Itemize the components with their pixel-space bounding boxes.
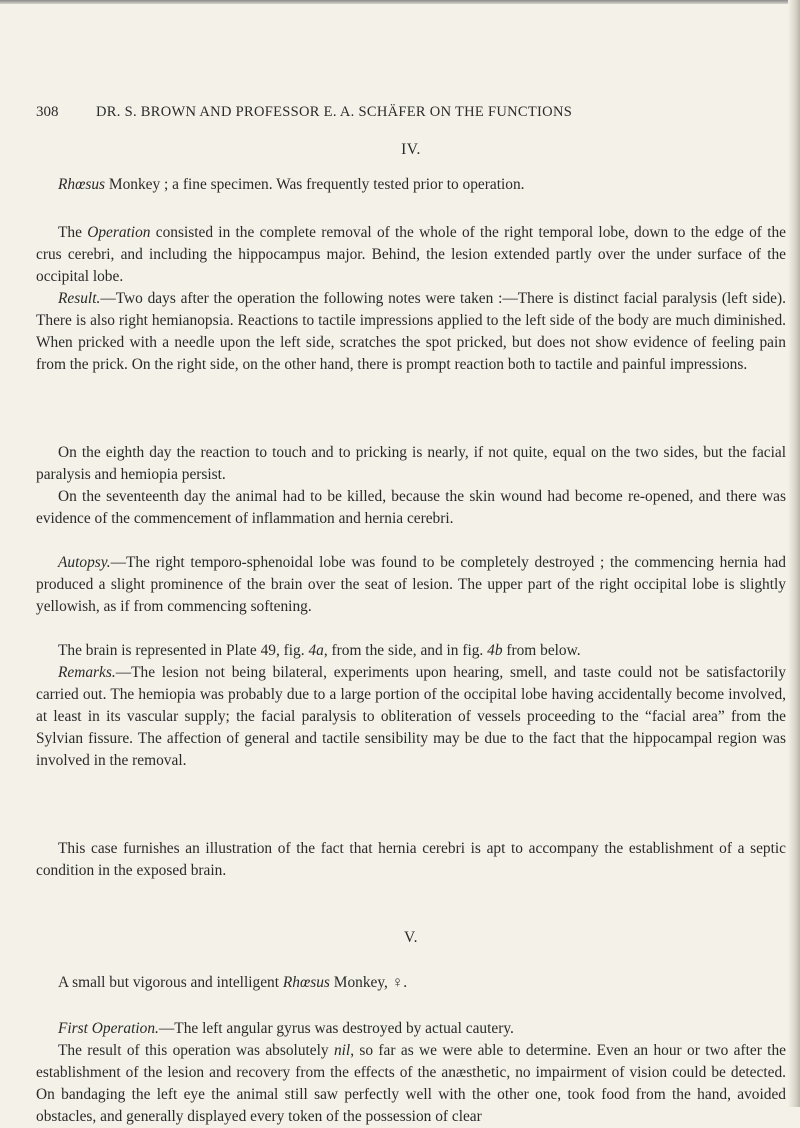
paragraph-result [36, 288, 786, 376]
section-heading-v: V. [403, 929, 419, 946]
operation-text: consisted in the complete removal of the whole of the right temporal lobe, down to the edge of the crus cerebri, and including the hippocampus major. Behind, the lesion extended partly over the under surface of the occipital lobe. [36, 224, 786, 286]
remarks-label: Remarks. [58, 664, 116, 681]
page-number: 308 [36, 104, 59, 120]
v-result-text: , so far as we were able to determine. Even an hour or two after the establishment of the lesion and recovery from the effects of the anæsthetic, no impairment of vision could be detected. On bandaging the left eye the animal still saw perfectly well with the other one, took food from the hand, avoided obstacles, and generally displayed every token of the possession of clear [36, 1042, 786, 1126]
page-top-edge [0, 0, 800, 4]
result-text: —Two days after the operation the following notes were taken :—There is distinct facial paralysis (left side). There is also right hemianopsia. Reactions to tactile impressions applied to the left side of the body are much diminished. When pricked with a needle upon the left side, scratches the spot pricked, but does not show evidence of feeling pain from the prick. On the right side, on the other hand, there is prompt reaction both to tactile and painful impressions. [36, 290, 786, 374]
plate-post: from below. [502, 642, 581, 659]
operation-pre: The [58, 224, 88, 241]
paragraph-case-note: This case furnishes an illustration of the fact that hernia cerebri is apt to accompany the establishment of a septic condition in the exposed brain. [36, 840, 786, 880]
paragraph-autopsy [36, 552, 786, 618]
plate-pre: The brain is represented in Plate 49, fig. [58, 642, 309, 659]
result-label: Result. [58, 290, 101, 307]
operation-label: Operation [87, 224, 151, 241]
paragraph-eighth-day: On the eighth day the reaction to touch and to pricking is nearly, if not quite, equal on the two sides, but the facial paralysis and hemiopia persist. [36, 444, 786, 484]
remarks-text: —The lesion not being bilateral, experiments upon hearing, smell, and taste could not be satisfactorily carried out. The hemiopia was probably due to a large portion of the occipital lobe having accidentally become involved, at least in its vascular supply; the facial paralysis to obliteration of vessels proceeding to the “facial area” from the Sylvian fissure. The affection of general and tactile sensibility may be due to the fact that the hippocampal region was involved in the removal. [36, 664, 786, 770]
v-intro-pre: A small but vigorous and intelligent [58, 974, 283, 991]
paragraph-remarks [36, 662, 786, 772]
paragraph-v-result [36, 1040, 786, 1128]
paragraph-first-operation [36, 1018, 786, 1040]
autopsy-text: —The right temporo-sphenoidal lobe was found to be completely destroyed ; the commencing hernia had produced a slight prominence of the brain over the seat of lesion. The upper part of the right occipital lobe is slightly yellowish, as if from commencing softening. [36, 554, 786, 616]
paragraph-operation [36, 222, 786, 288]
running-head: DR. S. BROWN AND PROFESSOR E. A. SCHÄFER ON THE FUNCTIONS [96, 104, 573, 120]
intro-text: Monkey ; a fine specimen. Was frequently tested prior to operation. [105, 176, 525, 193]
fig-4a: 4a [308, 642, 324, 659]
paragraph-iv-intro [36, 174, 786, 196]
first-operation-label: First Operation. [58, 1020, 159, 1037]
nil-word: nil [333, 1042, 351, 1059]
fig-4b: 4b [487, 642, 503, 659]
species-name: Rhœsus [58, 176, 106, 193]
v-intro-post: Monkey, ♀. [329, 974, 408, 991]
page-right-edge-shadow [788, 0, 800, 1107]
paragraph-v-intro [36, 972, 786, 994]
document-page [36, 104, 786, 1126]
first-operation-text: —The left angular gyrus was destroyed by actual cautery. [158, 1020, 514, 1037]
paragraph-seventeenth-day: On the seventeenth day the animal had to be killed, because the skin wound had become re-opened, and there was evidence of the commencement of inflammation and hernia cerebri. [36, 488, 786, 528]
paragraph-plate [36, 640, 786, 662]
page-header [36, 104, 786, 126]
species-name-v: Rhœsus [282, 974, 330, 991]
section-heading-iv: IV. [401, 141, 421, 158]
plate-mid: , from the side, and in fig. [323, 642, 488, 659]
v-result-pre: The result of this operation was absolutely [58, 1042, 334, 1059]
autopsy-label: Autopsy. [58, 554, 111, 571]
